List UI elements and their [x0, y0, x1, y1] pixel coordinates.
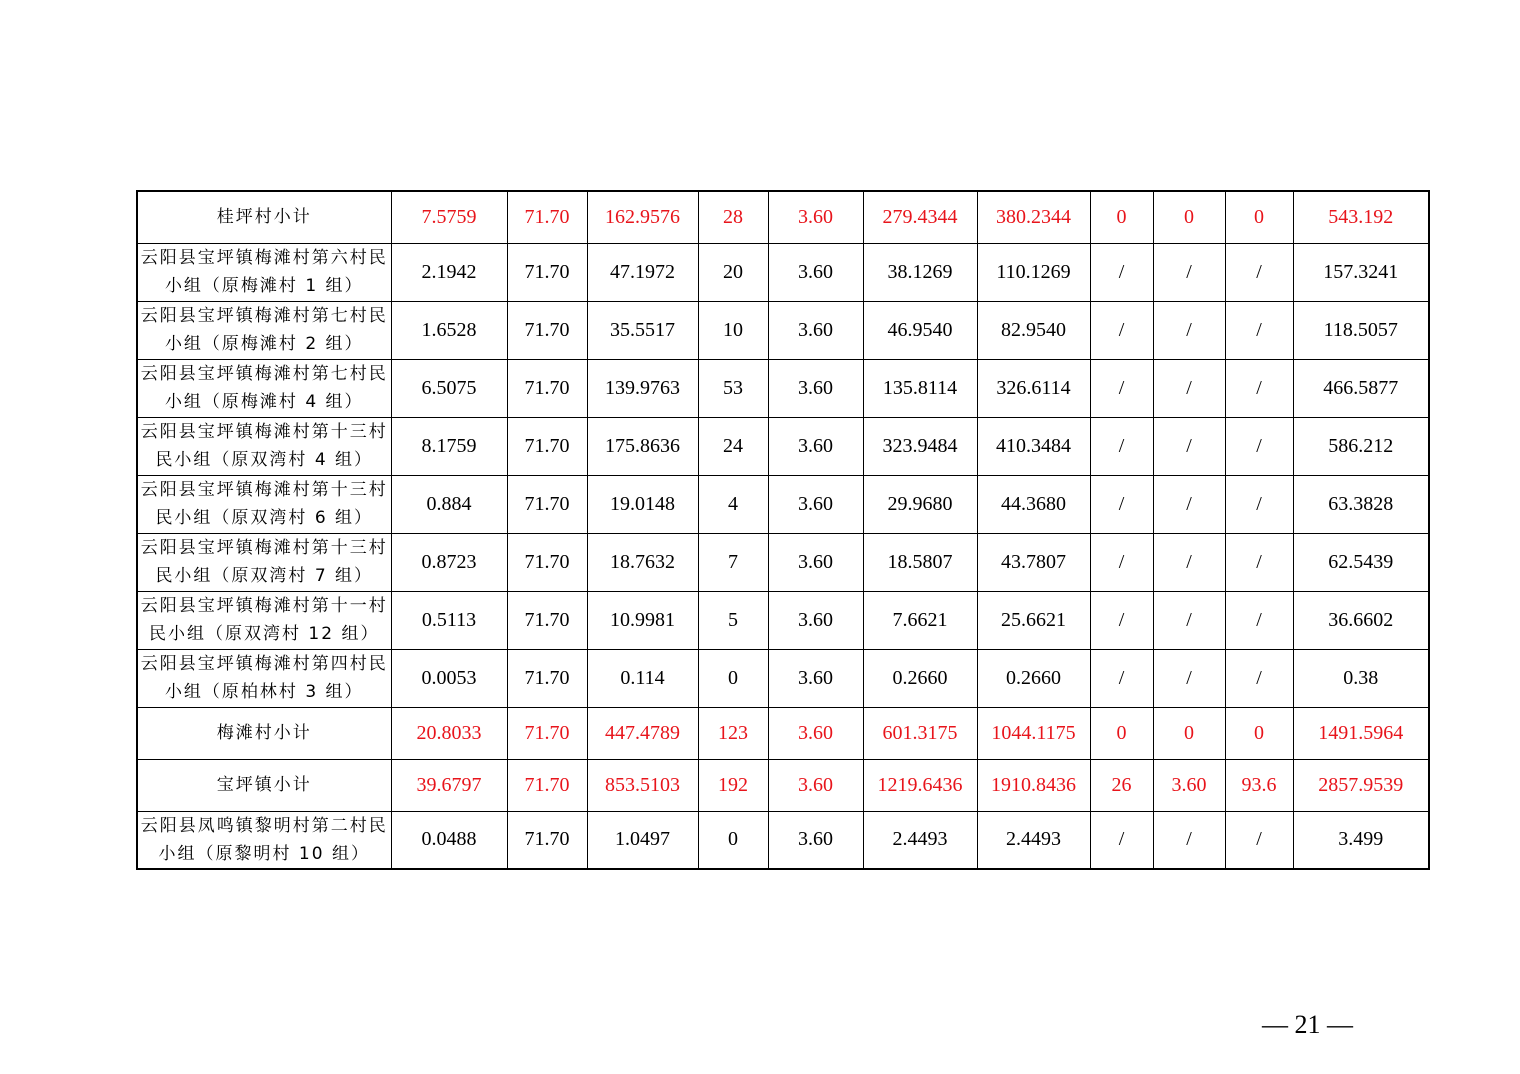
value-cell: 3.60	[768, 475, 863, 533]
value-cell: 71.70	[507, 191, 587, 243]
value-cell: /	[1225, 533, 1293, 591]
value-cell: /	[1153, 591, 1225, 649]
value-cell: 543.192	[1293, 191, 1429, 243]
value-cell: /	[1225, 811, 1293, 869]
value-cell: 601.3175	[863, 707, 977, 759]
value-cell: 0.38	[1293, 649, 1429, 707]
value-cell: /	[1090, 359, 1153, 417]
subtotal-row	[137, 707, 1429, 759]
value-cell: 7.6621	[863, 591, 977, 649]
value-cell: 25.6621	[977, 591, 1090, 649]
value-cell: /	[1090, 243, 1153, 301]
value-cell: 118.5057	[1293, 301, 1429, 359]
value-cell: 71.70	[507, 591, 587, 649]
value-cell: 326.6114	[977, 359, 1090, 417]
value-cell: 1044.1175	[977, 707, 1090, 759]
value-cell: /	[1090, 591, 1153, 649]
value-cell: /	[1225, 417, 1293, 475]
table-row	[137, 475, 1429, 533]
value-cell: 0	[1153, 707, 1225, 759]
value-cell: 71.70	[507, 759, 587, 811]
value-cell: 447.4789	[587, 707, 698, 759]
value-cell: 62.5439	[1293, 533, 1429, 591]
value-cell: 139.9763	[587, 359, 698, 417]
value-cell: 53	[698, 359, 768, 417]
value-cell: /	[1090, 811, 1153, 869]
value-cell: 71.70	[507, 301, 587, 359]
value-cell: 26	[1090, 759, 1153, 811]
value-cell: /	[1153, 417, 1225, 475]
value-cell: /	[1153, 359, 1225, 417]
value-cell: 0.0488	[391, 811, 507, 869]
value-cell: 3.60	[768, 301, 863, 359]
value-cell: 24	[698, 417, 768, 475]
value-cell: 1910.8436	[977, 759, 1090, 811]
row-name-cell: 宝坪镇小计	[137, 759, 391, 811]
value-cell: 29.9680	[863, 475, 977, 533]
value-cell: 39.6797	[391, 759, 507, 811]
table-row	[137, 649, 1429, 707]
value-cell: 6.5075	[391, 359, 507, 417]
value-cell: /	[1225, 475, 1293, 533]
value-cell: 4	[698, 475, 768, 533]
value-cell: 38.1269	[863, 243, 977, 301]
row-name-cell: 云阳县宝坪镇梅滩村第四村民小组（原柏林村 3 组）	[137, 649, 391, 707]
value-cell: 2.4493	[977, 811, 1090, 869]
value-cell: /	[1153, 811, 1225, 869]
value-cell: /	[1225, 591, 1293, 649]
row-name-cell: 云阳县宝坪镇梅滩村第七村民小组（原梅滩村 4 组）	[137, 359, 391, 417]
value-cell: 0	[698, 649, 768, 707]
value-cell: /	[1090, 301, 1153, 359]
value-cell: /	[1090, 475, 1153, 533]
row-name-cell: 云阳县凤鸣镇黎明村第二村民小组（原黎明村 10 组）	[137, 811, 391, 869]
value-cell: 10.9981	[587, 591, 698, 649]
row-name-cell: 云阳县宝坪镇梅滩村第十三村民小组（原双湾村 7 组）	[137, 533, 391, 591]
value-cell: 3.60	[768, 649, 863, 707]
value-cell: 157.3241	[1293, 243, 1429, 301]
value-cell: 3.60	[768, 533, 863, 591]
value-cell: 162.9576	[587, 191, 698, 243]
value-cell: /	[1225, 301, 1293, 359]
value-cell: 3.60	[768, 591, 863, 649]
value-cell: 5	[698, 591, 768, 649]
value-cell: 1219.6436	[863, 759, 977, 811]
value-cell: 63.3828	[1293, 475, 1429, 533]
table-row	[137, 301, 1429, 359]
value-cell: 853.5103	[587, 759, 698, 811]
table-row	[137, 243, 1429, 301]
value-cell: 175.8636	[587, 417, 698, 475]
value-cell: 3.60	[768, 191, 863, 243]
value-cell: 3.60	[1153, 759, 1225, 811]
value-cell: 323.9484	[863, 417, 977, 475]
value-cell: 18.5807	[863, 533, 977, 591]
compensation-table	[136, 190, 1430, 870]
value-cell: 0.114	[587, 649, 698, 707]
value-cell: /	[1090, 649, 1153, 707]
value-cell: 82.9540	[977, 301, 1090, 359]
value-cell: 71.70	[507, 417, 587, 475]
row-name-cell: 云阳县宝坪镇梅滩村第六村民小组（原梅滩村 1 组）	[137, 243, 391, 301]
value-cell: 0	[1090, 707, 1153, 759]
table-body	[137, 191, 1429, 869]
page-number: — 21 —	[1262, 1010, 1353, 1039]
value-cell: 2.1942	[391, 243, 507, 301]
row-name-cell: 云阳县宝坪镇梅滩村第十三村民小组（原双湾村 4 组）	[137, 417, 391, 475]
value-cell: 3.60	[768, 707, 863, 759]
value-cell: 71.70	[507, 475, 587, 533]
value-cell: /	[1225, 359, 1293, 417]
value-cell: /	[1225, 649, 1293, 707]
value-cell: 8.1759	[391, 417, 507, 475]
value-cell: 0.8723	[391, 533, 507, 591]
value-cell: 7	[698, 533, 768, 591]
value-cell: 0.0053	[391, 649, 507, 707]
value-cell: 46.9540	[863, 301, 977, 359]
value-cell: 7.5759	[391, 191, 507, 243]
value-cell: 44.3680	[977, 475, 1090, 533]
value-cell: 0	[1225, 707, 1293, 759]
value-cell: 410.3484	[977, 417, 1090, 475]
value-cell: 192	[698, 759, 768, 811]
value-cell: 71.70	[507, 811, 587, 869]
value-cell: 36.6602	[1293, 591, 1429, 649]
value-cell: 3.499	[1293, 811, 1429, 869]
value-cell: 71.70	[507, 707, 587, 759]
value-cell: 0	[1153, 191, 1225, 243]
value-cell: 20	[698, 243, 768, 301]
value-cell: /	[1225, 243, 1293, 301]
table-row	[137, 359, 1429, 417]
value-cell: /	[1153, 649, 1225, 707]
table-row	[137, 591, 1429, 649]
value-cell: /	[1153, 243, 1225, 301]
value-cell: 35.5517	[587, 301, 698, 359]
value-cell: 0	[698, 811, 768, 869]
value-cell: 71.70	[507, 359, 587, 417]
table-row	[137, 417, 1429, 475]
value-cell: 586.212	[1293, 417, 1429, 475]
value-cell: 380.2344	[977, 191, 1090, 243]
value-cell: 71.70	[507, 243, 587, 301]
value-cell: 1491.5964	[1293, 707, 1429, 759]
subtotal-row	[137, 759, 1429, 811]
value-cell: 0.884	[391, 475, 507, 533]
table-row	[137, 811, 1429, 869]
value-cell: 19.0148	[587, 475, 698, 533]
value-cell: 1.0497	[587, 811, 698, 869]
value-cell: 0.2660	[863, 649, 977, 707]
value-cell: 93.6	[1225, 759, 1293, 811]
value-cell: 3.60	[768, 811, 863, 869]
value-cell: 71.70	[507, 649, 587, 707]
value-cell: /	[1090, 417, 1153, 475]
value-cell: /	[1090, 533, 1153, 591]
value-cell: 135.8114	[863, 359, 977, 417]
value-cell: 0.5113	[391, 591, 507, 649]
table-row	[137, 533, 1429, 591]
row-name-cell: 云阳县宝坪镇梅滩村第十一村民小组（原双湾村 12 组）	[137, 591, 391, 649]
value-cell: 279.4344	[863, 191, 977, 243]
value-cell: 110.1269	[977, 243, 1090, 301]
row-name-cell: 桂坪村小计	[137, 191, 391, 243]
value-cell: 71.70	[507, 533, 587, 591]
value-cell: 20.8033	[391, 707, 507, 759]
row-name-cell: 梅滩村小计	[137, 707, 391, 759]
value-cell: 123	[698, 707, 768, 759]
value-cell: 18.7632	[587, 533, 698, 591]
value-cell: 28	[698, 191, 768, 243]
value-cell: 3.60	[768, 759, 863, 811]
value-cell: 1.6528	[391, 301, 507, 359]
value-cell: 2857.9539	[1293, 759, 1429, 811]
value-cell: 3.60	[768, 359, 863, 417]
value-cell: 466.5877	[1293, 359, 1429, 417]
value-cell: /	[1153, 475, 1225, 533]
value-cell: 3.60	[768, 243, 863, 301]
row-name-cell: 云阳县宝坪镇梅滩村第十三村民小组（原双湾村 6 组）	[137, 475, 391, 533]
value-cell: 2.4493	[863, 811, 977, 869]
value-cell: 0.2660	[977, 649, 1090, 707]
row-name-cell: 云阳县宝坪镇梅滩村第七村民小组（原梅滩村 2 组）	[137, 301, 391, 359]
value-cell: 10	[698, 301, 768, 359]
subtotal-row	[137, 191, 1429, 243]
value-cell: /	[1153, 533, 1225, 591]
value-cell: /	[1153, 301, 1225, 359]
value-cell: 47.1972	[587, 243, 698, 301]
value-cell: 0	[1225, 191, 1293, 243]
value-cell: 43.7807	[977, 533, 1090, 591]
value-cell: 3.60	[768, 417, 863, 475]
value-cell: 0	[1090, 191, 1153, 243]
